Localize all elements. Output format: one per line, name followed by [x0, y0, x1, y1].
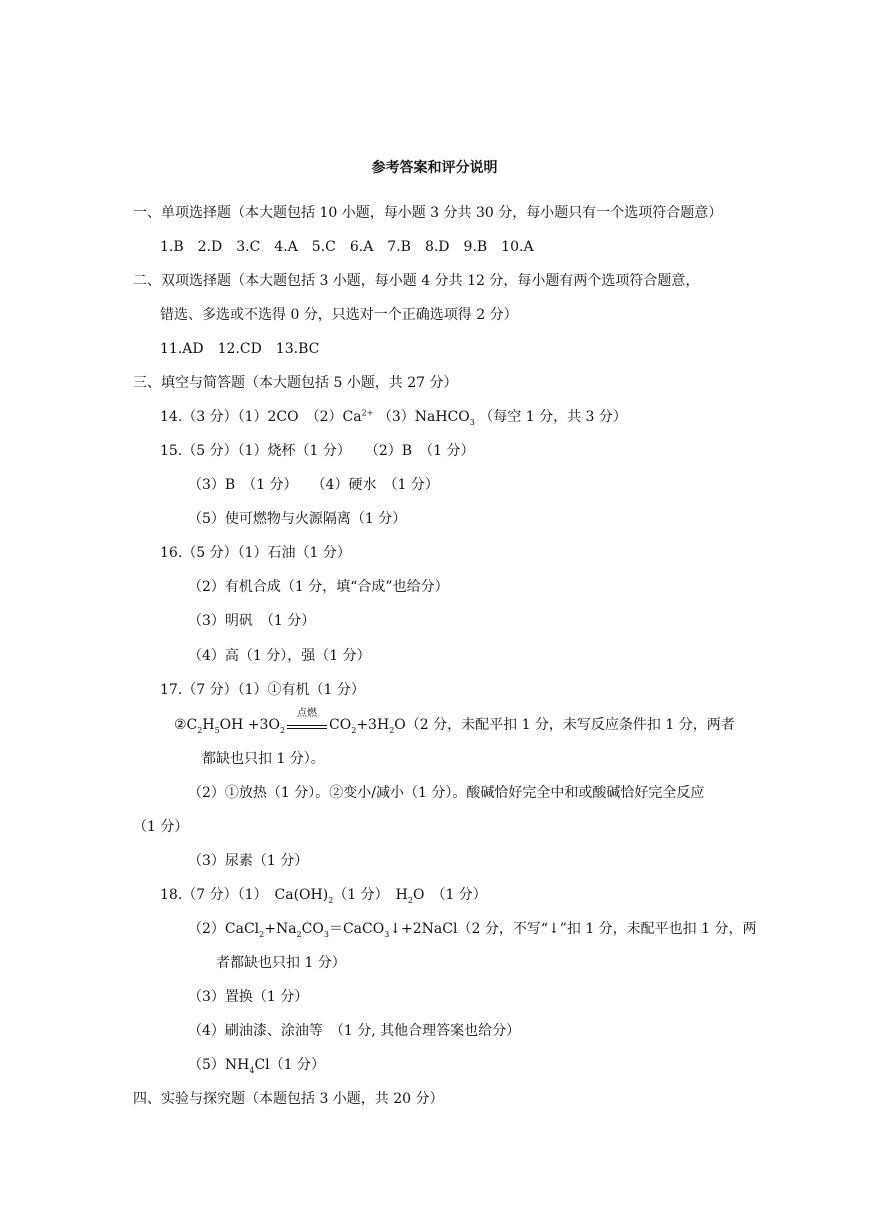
q18-line-4: （4）刷油漆、涂油等 （1 分, 其他合理答案也给分）	[188, 1023, 521, 1039]
q18-line-5: $(5)NH_4Cl(1$ 分）	[188, 1057, 326, 1075]
q16-line-3: （3）明矾 （1 分）	[188, 613, 316, 629]
q17-line-2b: 都缺也只扣 1 分）。	[202, 751, 325, 767]
q17-equation-line: $②C_2H_5OH +3O_2$ 点燃 $CO_2+3H_2O(2$ 分，未配平扣 1 分，未写反应条件扣 1 分，两者	[174, 708, 735, 735]
section-2-heading: 二、双项选择题（本大题包括 3 小题，每小题 4 分共 12 分，每小题有两个选项符合题意，	[133, 273, 700, 289]
q17-line-4: （3）尿素（1 分）	[188, 853, 309, 869]
page-title: 参考答案和评分说明	[371, 160, 498, 176]
q18-equation-line: $(2)CaCl_2+Na_2CO_3=CaCO_3↓+2NaCl(2$ 分，不写“↓”扣 1 分，未配平也扣 1 分，两	[188, 921, 757, 939]
q14-answer: 14.（3 分）（1）2CO $(2)Ca^{2+}$ （3）NaHCO$_3$ （每空 1 分，共 3 分）	[160, 408, 627, 427]
section-1-answers: 1.B 2.D 3.C 4.A 5.C 6.A 7.B 8.D 9.B 10.A	[160, 239, 534, 255]
q18-line-1: 18.（7 分）（1） $Ca(OH)_2(1$ 分） $H_2O$ （1 分）	[160, 887, 487, 905]
section-2-answers: 11.AD 12.CD 13.BC	[160, 341, 320, 357]
q17-line-3: （2）①放热（1 分）。②变小/减小（1 分）。酸碱恰好完全中和或酸碱恰好完全反应	[188, 785, 705, 801]
section-1-heading: 一、单项选择题（本大题包括 10 小题，每小题 3 分共 30 分，每小题只有一个选项符合题意）	[133, 205, 723, 221]
section-4-heading: 四、实验与探究题（本题包括 3 小题，共 20 分）	[133, 1091, 444, 1107]
q16-line-4: （4）高（1 分），强（1 分）	[188, 648, 371, 664]
q15-line-3: （5）使可燃物与火源隔离（1 分）	[188, 511, 407, 527]
reaction-arrow: 点燃	[285, 716, 329, 734]
q16-line-2: （2）有机合成（1 分，填“合成”也给分）	[188, 579, 449, 595]
q17-line-3b: （1 分）	[133, 819, 189, 835]
q18-line-2b: 者都缺也只扣 1 分）	[216, 955, 346, 971]
section-3-heading: 三、填空与简答题（本大题包括 5 小题，共 27 分）	[133, 375, 458, 391]
q15-line-1: 15.（5 分）（1）烧杯（1 分） （2）B （1 分）	[160, 443, 475, 459]
q17-line-1: 17.（7 分）（1）①有机（1 分）	[160, 682, 365, 698]
q16-line-1: 16.（5 分）（1）石油（1 分）	[160, 545, 351, 561]
section-2-heading-cont: 错选、多选或不选得 0 分，只选对一个正确选项得 2 分）	[160, 307, 518, 323]
q15-line-2: （3）B （1 分） （4）硬水 （1 分）	[188, 477, 439, 493]
q18-line-3: （3）置换（1 分）	[188, 989, 309, 1005]
